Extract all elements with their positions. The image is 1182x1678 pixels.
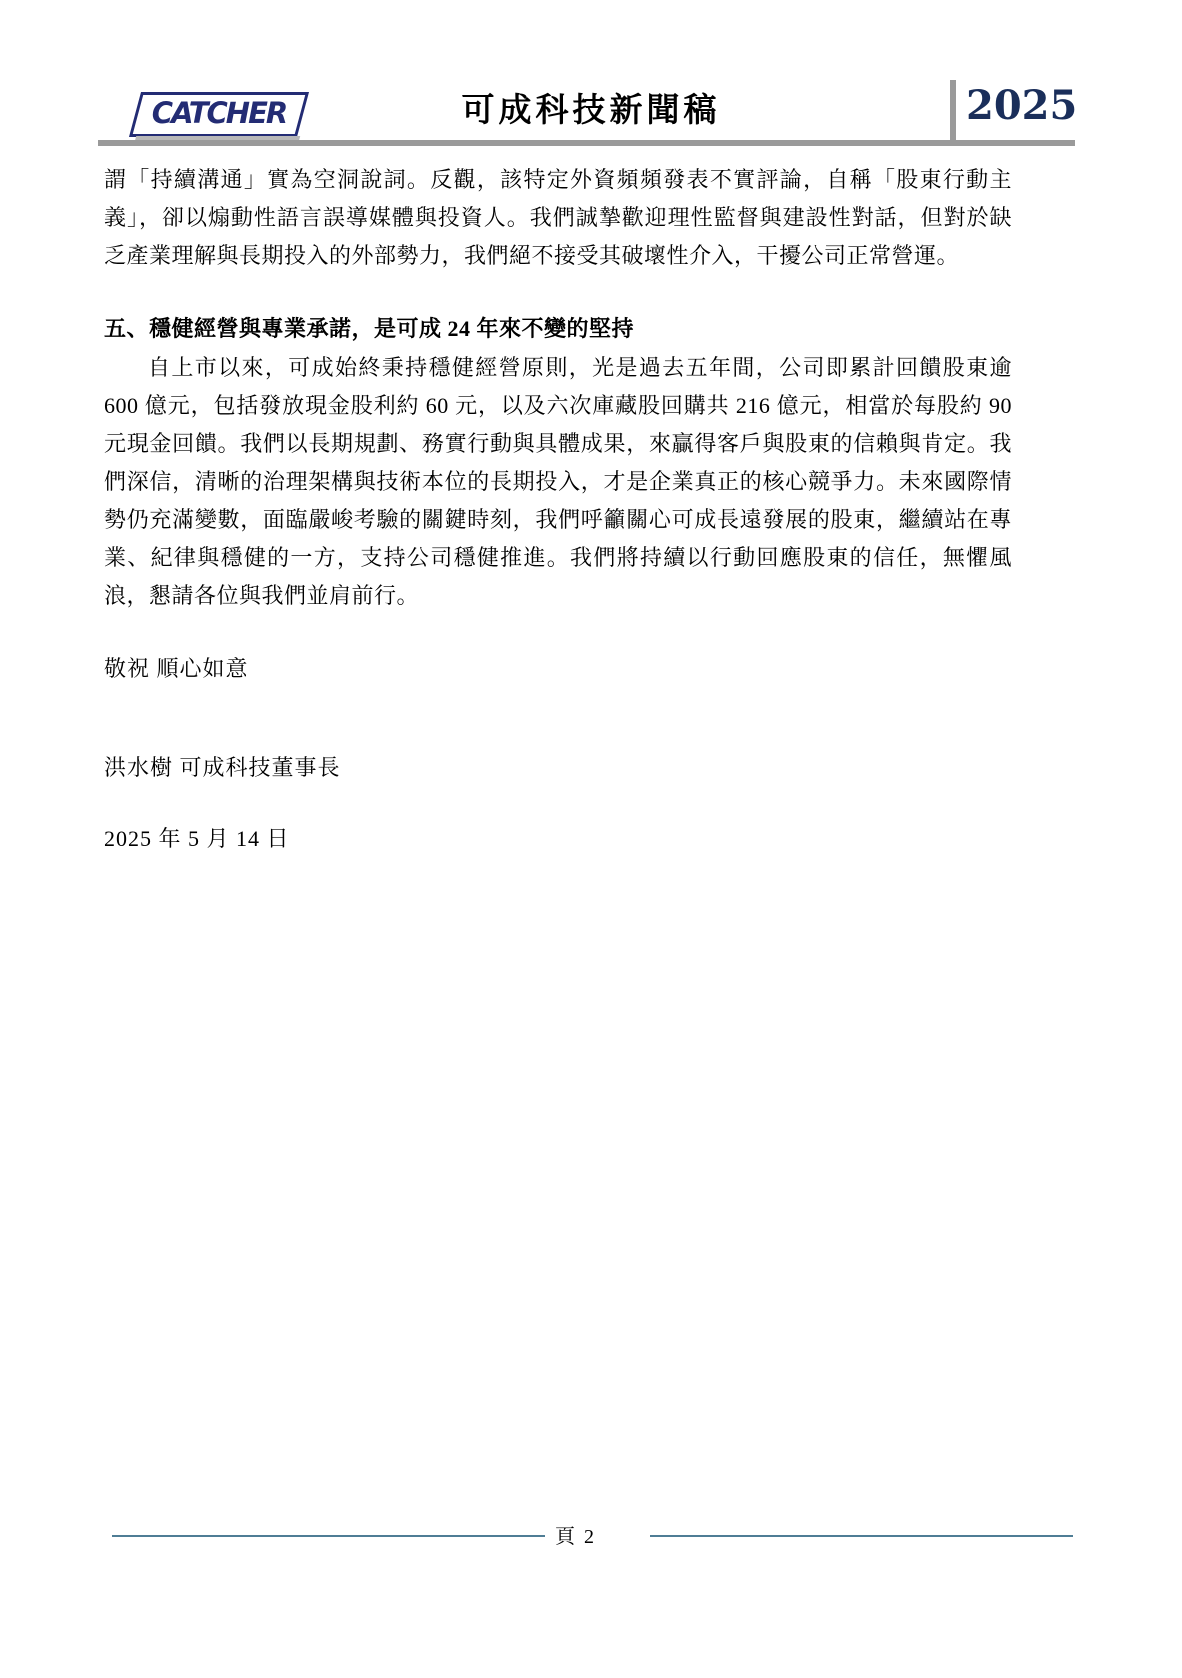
paragraph-section-5: 自上市以來，可成始終秉持穩健經營原則，光是過去五年間，公司即累計回饋股東逾 600 億元，包括發放現金股利約 60 元，以及六次庫藏股回購共 216 億元，相當於每股約 90 元現金回饋。我們以長期規劃、務實行動與具體成果，來贏得客戶與股東的信賴與肯定。我們深信，清晰的治理架構與技術本位的長期投入，才是企業真正的核心競爭力。未來國際情勢仍充滿變數，面臨嚴峻考驗的關鍵時刻，我們呼籲關心可成長遠發展的股東，繼續站在專業、紀律與穩健的一方，支持公司穩健推進。我們將持續以行動回應股東的信任，無懼風浪，懇請各位與我們並肩前行。 — [104, 355, 1012, 608]
section-heading-5: 五、穩健經營與專業承諾，是可成 24 年來不變的堅持 — [104, 316, 635, 341]
footer-rule-left — [112, 1535, 545, 1537]
signature-line: 洪水樹 可成科技董事長 — [104, 755, 341, 780]
page-number: 頁 2 — [555, 1526, 596, 1548]
paragraph-continuation: 謂「持續溝通」實為空洞說詞。反觀，該特定外資頻頻發表不實評論，自稱「股東行動主義」，卻以煽動性語言誤導媒體與投資人。我們誠摯歡迎理性監督與建設性對話，但對於缺乏產業理解與長期投入的外部勢力，我們絕不接受其破壞性介入，干擾公司正常營運。 — [104, 167, 1012, 268]
document-title: 可成科技新聞稿 — [461, 93, 721, 129]
header-rule — [98, 140, 1075, 146]
date-line: 2025 年 5 月 14 日 — [104, 826, 290, 851]
closing-salutation: 敬祝 順心如意 — [104, 656, 249, 681]
footer-rule-right — [650, 1535, 1073, 1537]
header-year-divider — [950, 80, 956, 146]
header-year: 2025 — [966, 82, 1078, 129]
catcher-logo-text: CATCHER — [151, 96, 287, 130]
